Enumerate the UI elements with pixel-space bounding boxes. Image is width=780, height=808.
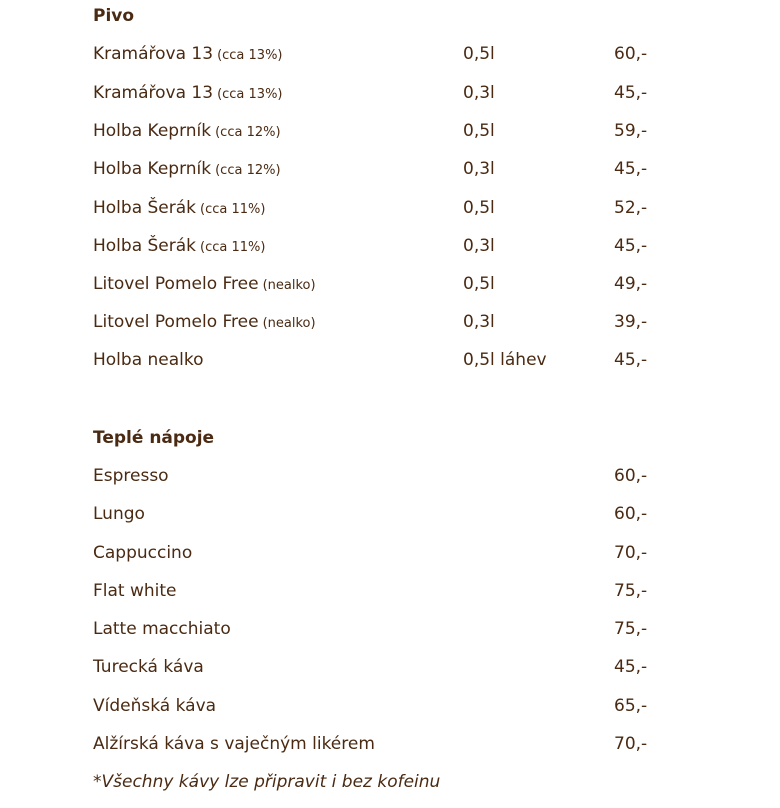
beer-item-volume: 0,5l xyxy=(463,121,495,141)
hot-drink-item-name: Turecká káva xyxy=(93,657,204,677)
hot-drink-item-price: 75,- xyxy=(614,581,648,601)
beer-item-name xyxy=(93,197,265,221)
beer-item-name xyxy=(93,235,265,259)
hot-drink-item xyxy=(0,542,780,564)
beer-item-note: (cca 11%) xyxy=(200,240,266,255)
beer-item-name xyxy=(93,158,281,182)
beer-item-volume: 0,5l xyxy=(463,44,495,64)
beer-item-name xyxy=(93,120,281,144)
beer-item-name xyxy=(93,311,316,335)
beer-item-name xyxy=(93,273,316,297)
beer-item-name-text: Holba nealko xyxy=(93,350,204,370)
hot-drink-item xyxy=(0,733,780,755)
beer-item-name-text: Holba Keprník xyxy=(93,159,212,179)
beer-item xyxy=(0,158,780,180)
beer-item-note: (cca 12%) xyxy=(215,163,281,178)
beer-item xyxy=(0,273,780,295)
hot-drink-item-price: 60,- xyxy=(614,504,648,524)
beer-item-volume: 0,5l láhev xyxy=(463,350,547,370)
beer-item-price: 59,- xyxy=(614,121,648,141)
hot-drinks-section-title: Teplé nápoje xyxy=(93,428,215,448)
hot-drink-item-name: Alžírská káva s vaječným likérem xyxy=(93,734,375,754)
beer-item-price: 52,- xyxy=(614,198,648,218)
hot-drink-item-name: Cappuccino xyxy=(93,543,193,563)
beer-item xyxy=(0,349,780,371)
hot-drink-item-name: Flat white xyxy=(93,581,177,601)
beer-item-note: (cca 13%) xyxy=(217,48,283,63)
beer-item-volume: 0,3l xyxy=(463,312,495,332)
hot-drink-item-name: Espresso xyxy=(93,466,169,486)
hot-drink-item-name: Latte macchiato xyxy=(93,619,231,639)
beer-item-volume: 0,5l xyxy=(463,198,495,218)
hot-drink-item-price: 70,- xyxy=(614,543,648,563)
beer-item-name-text: Holba Šerák xyxy=(93,236,197,256)
hot-drink-item-name: Lungo xyxy=(93,504,145,524)
beer-item-name-text: Kramářova 13 xyxy=(93,44,214,64)
beer-item-volume: 0,3l xyxy=(463,236,495,256)
beer-item-note: (cca 11%) xyxy=(200,202,266,217)
beer-item-price: 39,- xyxy=(614,312,648,332)
beer-item-price: 60,- xyxy=(614,44,648,64)
beer-item-volume: 0,5l xyxy=(463,274,495,294)
beer-item-name xyxy=(93,349,208,373)
beer-item-price: 45,- xyxy=(614,159,648,179)
hot-drink-item xyxy=(0,580,780,602)
beer-item-name-text: Kramářova 13 xyxy=(93,83,214,103)
hot-drink-item-name: Vídeňská káva xyxy=(93,696,217,716)
beer-section-title: Pivo xyxy=(93,6,135,26)
hot-drink-item xyxy=(0,465,780,487)
beer-item-note: (nealko) xyxy=(262,278,316,293)
beer-item-name-text: Holba Šerák xyxy=(93,198,197,218)
beer-item xyxy=(0,120,780,142)
beer-item-note: (cca 13%) xyxy=(217,87,283,102)
hot-drink-item-price: 45,- xyxy=(614,657,648,677)
hot-drink-item-price: 75,- xyxy=(614,619,648,639)
beer-item xyxy=(0,311,780,333)
hot-drink-item-price: 60,- xyxy=(614,466,648,486)
beer-item-price: 45,- xyxy=(614,236,648,256)
beer-item xyxy=(0,235,780,257)
hot-drink-item xyxy=(0,695,780,717)
beer-item xyxy=(0,197,780,219)
hot-drink-item-price: 65,- xyxy=(614,696,648,716)
beer-item-price: 45,- xyxy=(614,350,648,370)
beer-item-name-text: Litovel Pomelo Free xyxy=(93,312,259,332)
beer-item xyxy=(0,43,780,65)
hot-drink-item-price: 70,- xyxy=(614,734,648,754)
beer-item-price: 49,- xyxy=(614,274,648,294)
beer-item-name xyxy=(93,43,283,67)
beer-item-name xyxy=(93,82,283,106)
beer-item-note: (cca 12%) xyxy=(215,125,281,140)
hot-drink-item xyxy=(0,503,780,525)
beer-item-note: (nealko) xyxy=(262,316,316,331)
decaf-footnote: *Všechny kávy lze připravit i bez kofeinu xyxy=(93,772,441,792)
hot-drink-item xyxy=(0,618,780,640)
hot-drink-item xyxy=(0,656,780,678)
beer-item-name-text: Litovel Pomelo Free xyxy=(93,274,259,294)
beer-item-price: 45,- xyxy=(614,83,648,103)
beer-item-volume: 0,3l xyxy=(463,159,495,179)
beer-item xyxy=(0,82,780,104)
beer-item-volume: 0,3l xyxy=(463,83,495,103)
beer-item-name-text: Holba Keprník xyxy=(93,121,212,141)
